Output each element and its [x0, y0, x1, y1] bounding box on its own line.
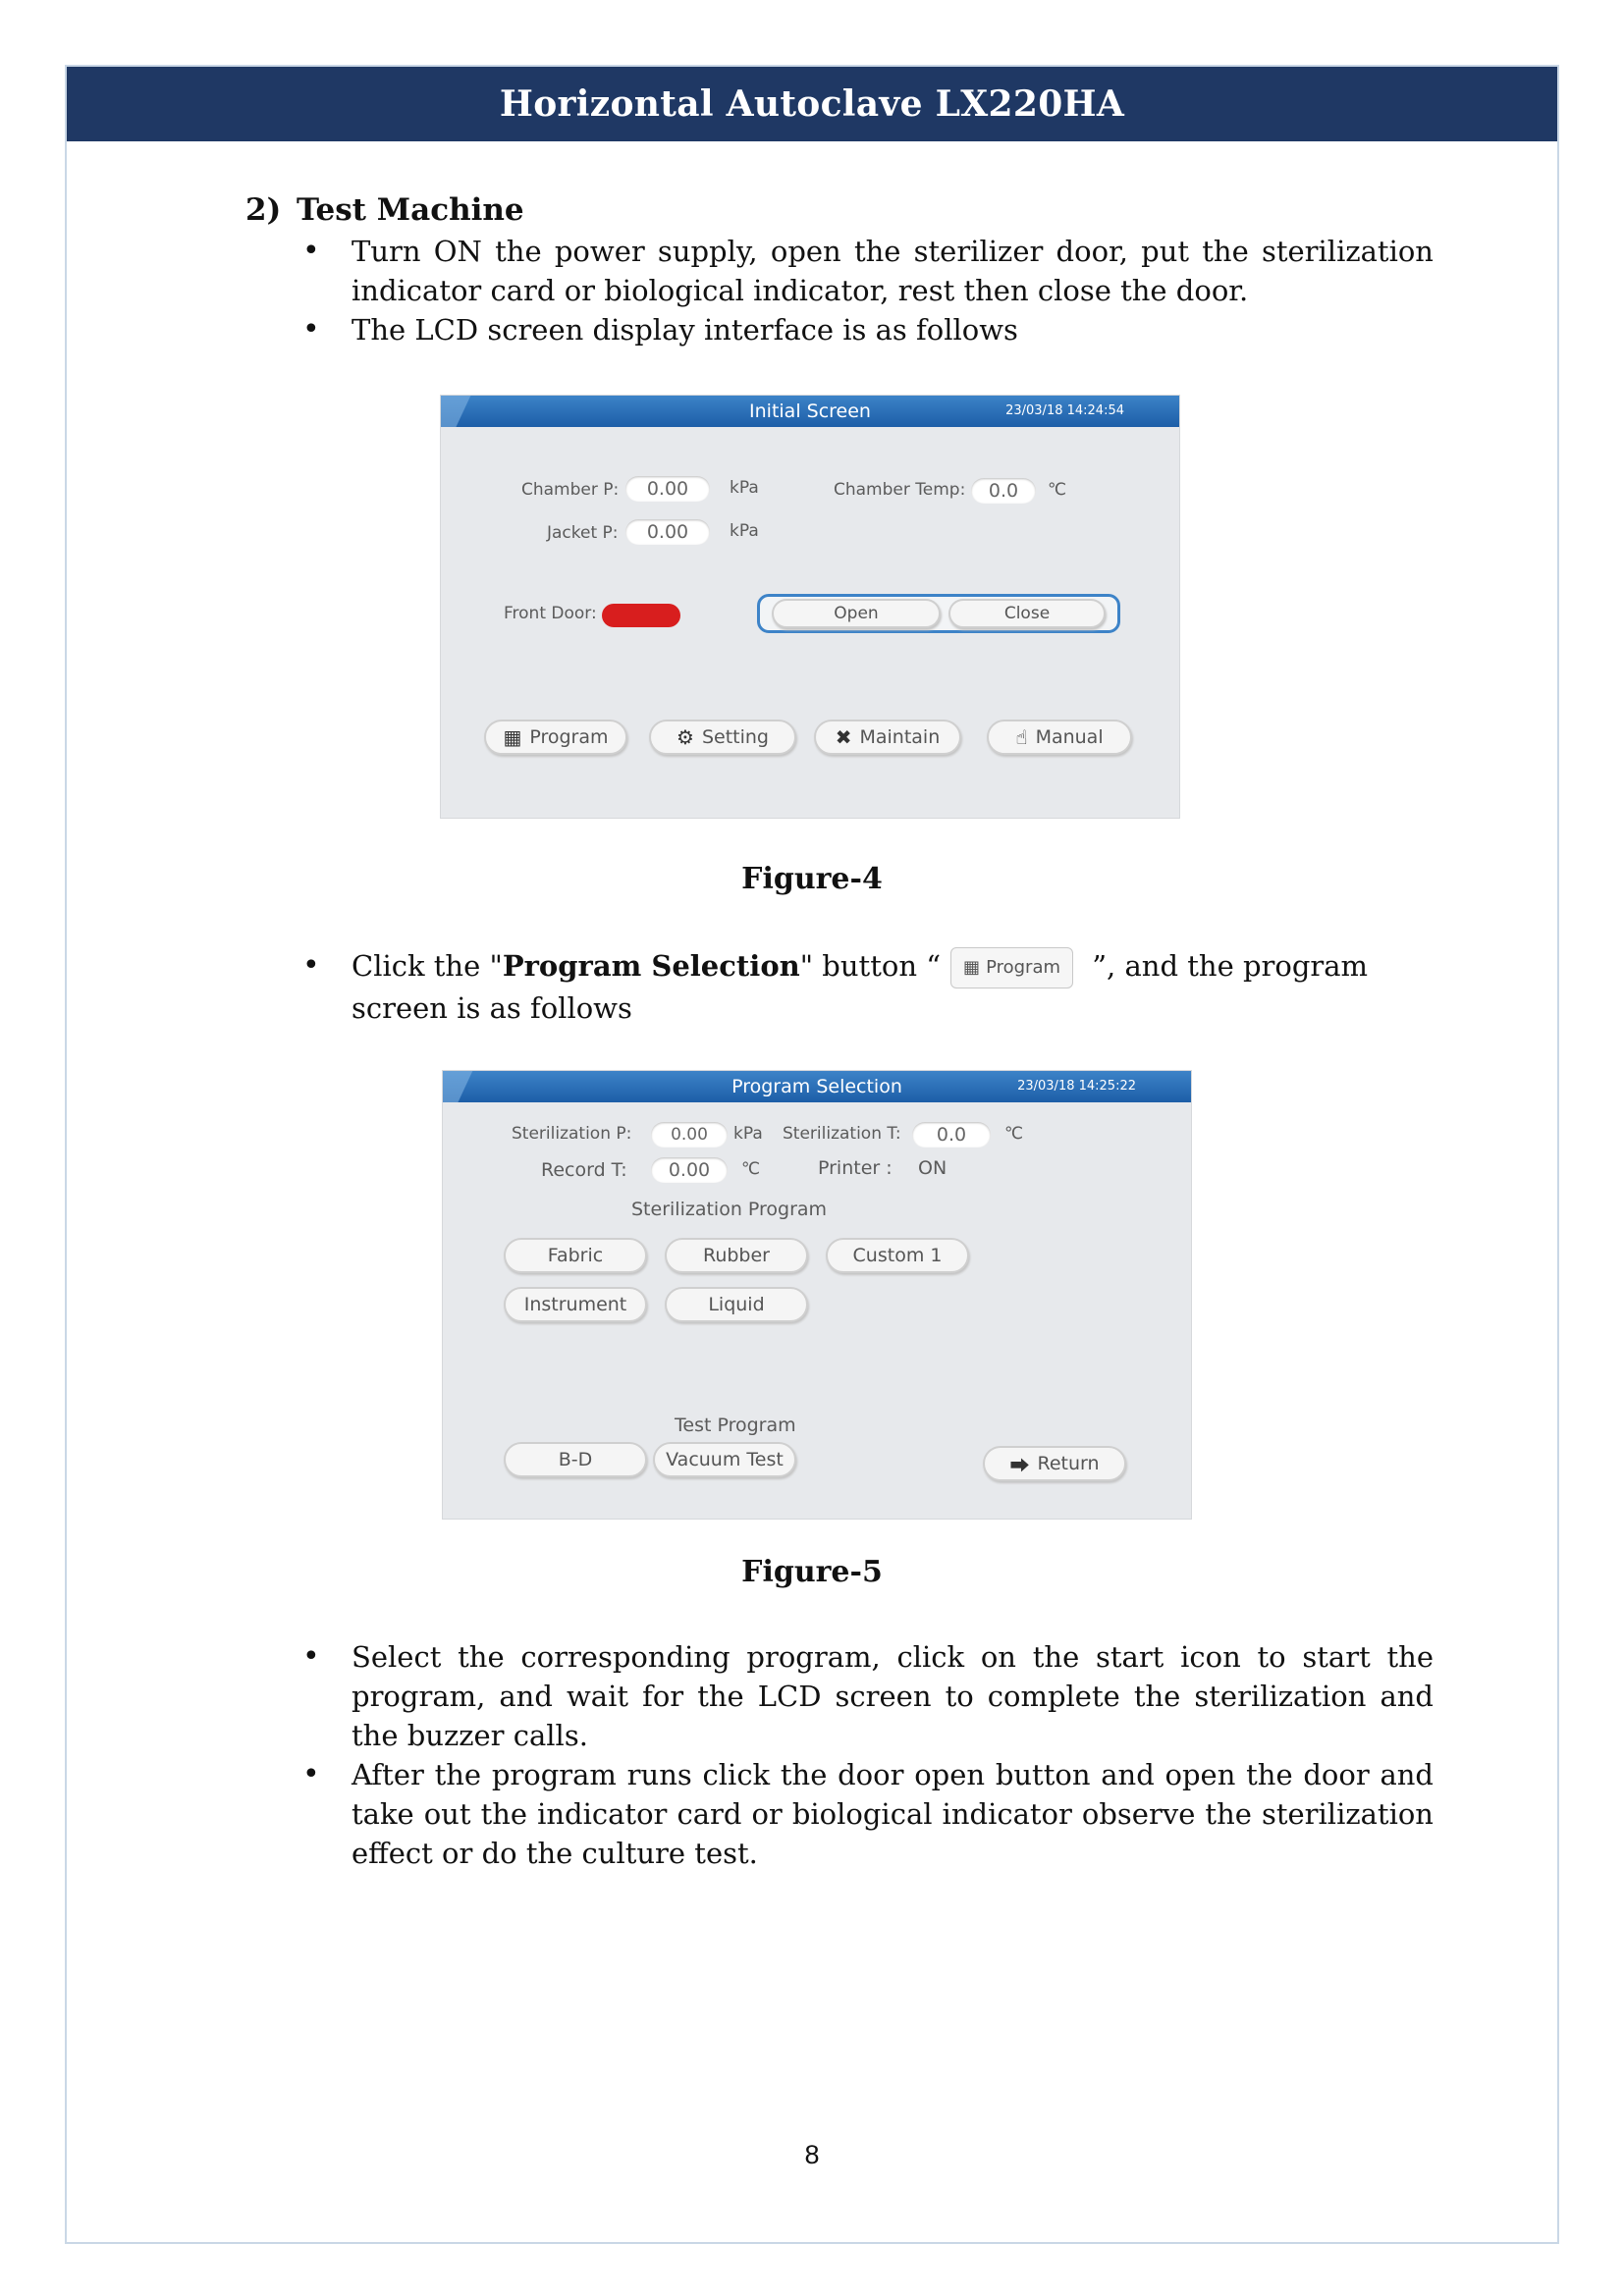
gear-icon: ⚙	[677, 725, 694, 749]
figure-5-caption: Figure-5	[741, 1555, 883, 1589]
sterilization-temp-value: 0.0	[912, 1122, 991, 1148]
return-arrow-icon: ⮕	[1009, 1453, 1030, 1477]
document-title: Horizontal Autoclave LX220HA	[499, 83, 1125, 125]
manual-button-label: Manual	[1035, 726, 1104, 748]
initial-screen	[440, 395, 1180, 819]
screen-title-bar	[441, 396, 1179, 427]
program-instrument-button[interactable]: Instrument	[504, 1287, 647, 1322]
record-temp-value: 0.00	[651, 1157, 728, 1183]
document-header	[67, 67, 1557, 141]
hierarchy-icon: ▦	[963, 957, 981, 978]
setting-button-label: Setting	[701, 726, 769, 748]
sterilization-temp-label: Sterilization T:	[783, 1124, 901, 1144]
section-heading	[245, 192, 1434, 228]
program-liquid-button[interactable]: Liquid	[665, 1287, 808, 1322]
program-fabric-button[interactable]: Fabric	[504, 1238, 647, 1273]
chamber-temp-value: 0.0	[971, 478, 1036, 504]
hand-icon: ☝	[1015, 725, 1028, 749]
figure-4-caption: Figure-4	[741, 862, 883, 896]
bullet-item: • Turn ON the power supply, open the sterilizer door, put the sterilization indicator card or biological indicator, rest then close the door.	[352, 232, 1434, 310]
bullet-item: • Select the corresponding program, click on the start icon to start the program, and wait for the LCD screen to complete the sterilization and the buzzer calls.	[352, 1637, 1434, 1755]
chamber-pressure-value: 0.00	[625, 476, 710, 502]
hierarchy-icon: ▦	[503, 725, 522, 749]
screen-title-bar	[443, 1071, 1191, 1102]
section-number: 2)	[245, 192, 282, 228]
chamber-temp-label: Chamber Temp:	[834, 480, 966, 500]
program-rubber-button[interactable]: Rubber	[665, 1238, 808, 1273]
test-vacuum-button[interactable]: Vacuum Test	[653, 1442, 796, 1477]
test-program-heading: Test Program	[675, 1415, 796, 1436]
program-selection-screen	[442, 1070, 1192, 1520]
record-temp-label: Record T:	[541, 1159, 627, 1181]
door-status-indicator	[602, 604, 680, 627]
sterilization-pressure-value: 0.00	[651, 1122, 728, 1148]
program-button-label: Program	[529, 726, 609, 748]
sterilization-program-heading: Sterilization Program	[631, 1199, 828, 1220]
setting-button[interactable]	[649, 720, 796, 755]
maintain-button[interactable]	[814, 720, 961, 755]
screen-timestamp: 23/03/18 14:24:54	[1005, 403, 1124, 418]
inline-program-button: ▦ Program	[950, 947, 1073, 988]
sterilization-pressure-unit: kPa	[733, 1124, 763, 1144]
test-bd-button[interactable]: B-D	[504, 1442, 647, 1477]
chamber-pressure-label: Chamber P:	[521, 480, 620, 500]
maintain-button-label: Maintain	[859, 726, 941, 748]
sterilization-temp-unit: ℃	[1004, 1124, 1024, 1144]
return-button[interactable]	[983, 1446, 1126, 1481]
close-door-button[interactable]: Close	[948, 599, 1106, 628]
front-door-label: Front Door:	[504, 604, 597, 623]
screen-title: Program Selection	[731, 1076, 902, 1097]
bullet-item: • Click the "Program Selection" button “ ▦ Program ”, and the program screen is as follows	[352, 946, 1434, 1028]
screen-title: Initial Screen	[749, 400, 871, 422]
jacket-pressure-value: 0.00	[625, 519, 710, 545]
section-title: Test Machine	[297, 192, 524, 228]
door-control-group	[757, 594, 1120, 633]
printer-value: ON	[918, 1157, 947, 1179]
section-test-machine	[245, 192, 1434, 349]
click-instruction	[245, 946, 1434, 1028]
chamber-pressure-unit: kPa	[730, 478, 759, 498]
bullet-item: • The LCD screen display interface is as follows	[352, 310, 1434, 349]
jacket-pressure-label: Jacket P:	[547, 523, 619, 543]
program-custom-1-button[interactable]: Custom 1	[826, 1238, 969, 1273]
jacket-pressure-unit: kPa	[730, 521, 759, 541]
final-instructions	[245, 1637, 1434, 1873]
tools-icon: ✖	[835, 725, 852, 749]
printer-label: Printer :	[818, 1157, 893, 1179]
bullet-list-1	[245, 232, 1434, 349]
page-number: 8	[804, 2140, 820, 2169]
return-button-label: Return	[1037, 1453, 1100, 1474]
program-selection-emphasis: Program Selection	[502, 949, 800, 983]
record-temp-unit: ℃	[741, 1159, 761, 1179]
bullet-item: • After the program runs click the door open button and open the door and take out the indicator card or biological indicator observe the sterilization effect or do the culture test.	[352, 1755, 1434, 1873]
screen-timestamp: 23/03/18 14:25:22	[1017, 1079, 1136, 1094]
manual-button[interactable]	[987, 720, 1132, 755]
sterilization-pressure-label: Sterilization P:	[512, 1124, 632, 1144]
program-button[interactable]	[484, 720, 627, 755]
chamber-temp-unit: ℃	[1048, 480, 1067, 500]
open-door-button[interactable]: Open	[772, 599, 941, 628]
